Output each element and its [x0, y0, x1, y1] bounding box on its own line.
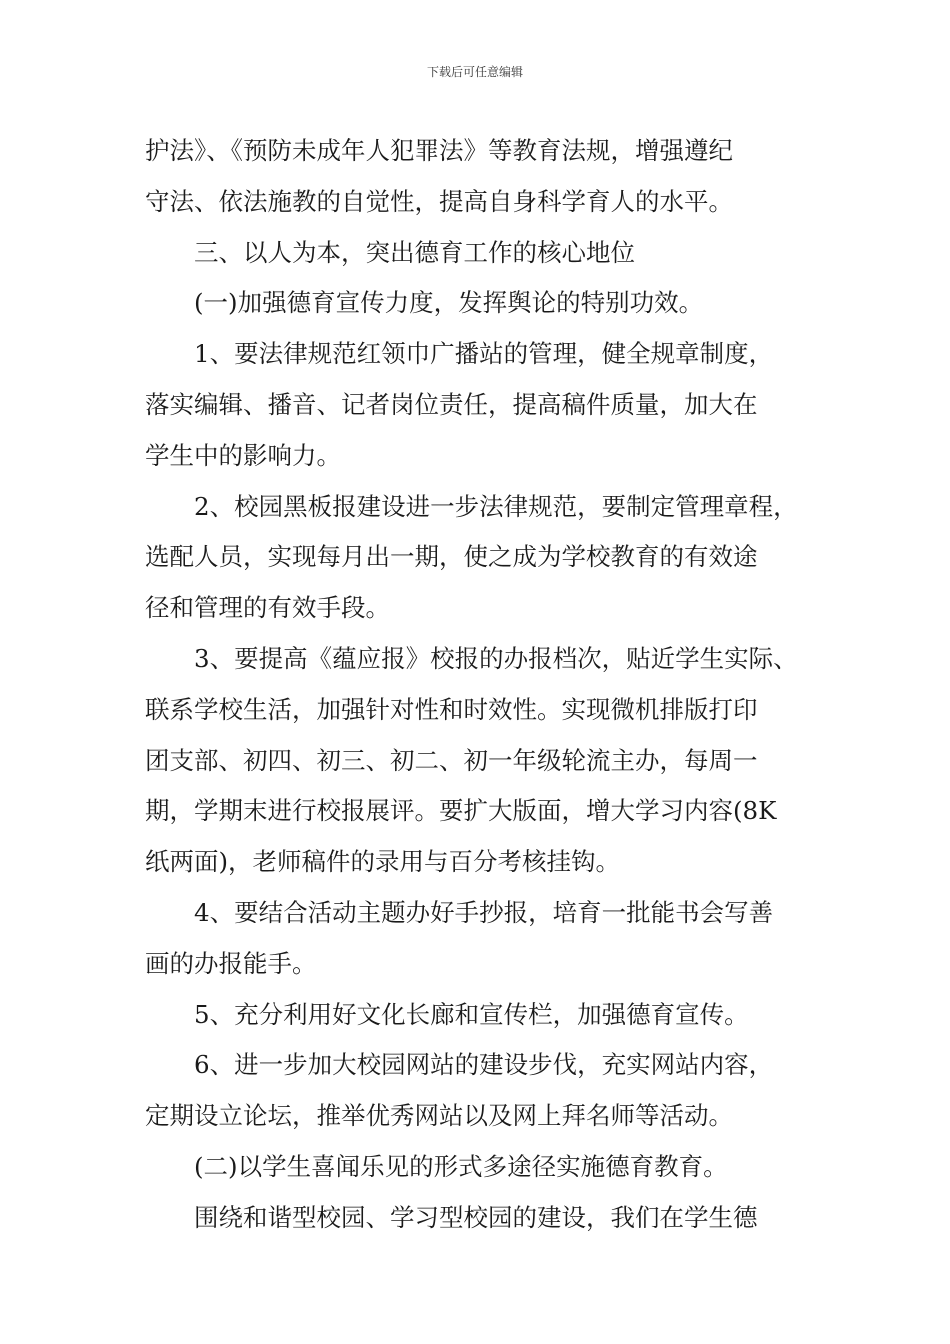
text-line: 6、进一步加大校园网站的建设步伐，充实网站内容， [194, 1050, 774, 1080]
document-body [145, 126, 830, 1244]
text-line: 2、校园黑板报建设进一步法律规范，要制定管理章程， [194, 491, 798, 521]
text-line: 围绕和谐型校园、学习型校园的建设，我们在学生德 [194, 1202, 758, 1232]
text-line: 期，学期末进行校报展评。要扩大版面，增大学习内容(8K [145, 796, 777, 826]
text-line: 径和管理的有效手段。 [145, 593, 390, 623]
text-line: 画的办报能手。 [145, 948, 317, 978]
text-line: 纸两面)，老师稿件的录用与百分考核挂钩。 [145, 847, 621, 877]
text-line: 选配人员，实现每月出一期，使之成为学校教育的有效途 [145, 542, 758, 572]
text-line: 学生中的影响力。 [145, 440, 341, 470]
text-line: 团支部、初四、初三、初二、初一年级轮流主办，每周一 [145, 745, 758, 775]
page-header: 下载后可任意编辑 [426, 65, 523, 79]
text-line: 定期设立论坛，推举优秀网站以及网上拜名师等活动。 [145, 1101, 733, 1131]
text-line: 3、要提高《蕴应报》校报的办报档次，贴近学生实际、 [194, 643, 798, 673]
text-line: 5、充分利用好文化长廊和宣传栏，加强德育宣传。 [194, 999, 749, 1029]
text-line: 守法、依法施教的自觉性，提高自身科学育人的水平。 [145, 186, 733, 216]
text-line: 落实编辑、播音、记者岗位责任，提高稿件质量，加大在 [145, 389, 758, 419]
text-line: 护法》、《预防未成年人犯罪法》等教育法规，增强遵纪 [145, 136, 733, 165]
section-heading: 三、以人为本，突出德育工作的核心地位 [194, 237, 635, 267]
subsection-heading: (二)以学生喜闻乐见的形式多途径实施德育教育。 [194, 1151, 728, 1181]
subsection-heading: (一)加强德育宣传力度，发挥舆论的特别功效。 [194, 288, 704, 318]
text-line: 联系学校生活，加强针对性和时效性。实现微机排版打印 [145, 694, 758, 724]
text-line: 1、要法律规范红领巾广播站的管理，健全规章制度， [194, 339, 774, 369]
text-line: 4、要结合活动主题办好手抄报，培育一批能书会写善 [194, 897, 774, 927]
